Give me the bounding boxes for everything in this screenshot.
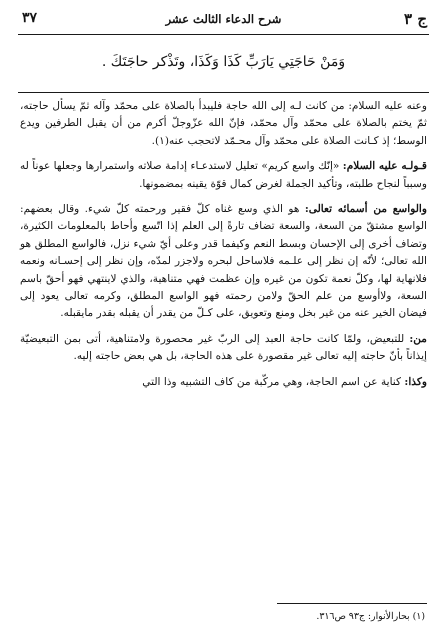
commentary-body [20, 98, 427, 399]
paragraph-lead: وكذا: [404, 375, 427, 388]
paragraph-text: للتبعيض، ولمّا كانت حاجة العبد إلى الربّ غير محصورة ولامتناهية، أتى بمن التبعيضيّة إيذاناً بأنّ حاجته إليه تعالى غير مقصورة على هذه الحاجة، بل هي بعض حاجته إليه. [20, 332, 427, 363]
footnote: (١) بحارالأنوار: ج٩٣ ص٣١٦. [316, 611, 425, 622]
paragraph-lead: من: [409, 332, 427, 345]
paragraph-lead: والواسع من أسمائه تعالى: [304, 203, 427, 216]
paragraph-text: «إنّك واسع كريم» تعليل لاستدعـاء إدامة صلاته واستمرارها وجعلها عوناً له وسبباً لنجاح طلبته، وتأكيد الجملة لغرض كمال قوّة يقينه بمضمونها. [20, 160, 427, 190]
paragraph [20, 201, 427, 323]
prayer-quote: وَمَنْ حَاجَتِي يَارَبِّ كَذَا وَكَذَا، وتَذْكر حاجَتَكَ . [101, 54, 346, 70]
paragraph [20, 374, 427, 391]
page-number: ٣٧ [22, 10, 38, 26]
footnote-divider [277, 603, 427, 604]
paragraph-text: هو الذي وسع غناه كلّ فقير ورحمته كلّ شيء. وقال بعضهم: الواسع مشتقّ من السعة، والسعة تضاف تارةً إلى العلم إذا اتّسع وأحاط بالمعلومات الكثيرة، وتضاف أخرى إلى الإحسان وبسط النعم وكيفما قدر وعلى أيّ شيء نزل، فالواسع المطلق هو الله تعالى؛ لأنّه إن نظر إلى علـمه فلاساحل لبحره ولاجزر لمدّه، وإن نظر إلى إحسـانه ونعمه فلانهاية لها، وكلّ نعمة تكون من غيره وإن عظمت فهي متناهية، والذي لاينتهي فهو أحقّ باسم السعة، ولاأوسع من علم الحقّ ولامن رحمته فهو الواسع المطلق، وكرمه تعالى يعود إلى فيضان الخير عنه من غير بخل ومنع وتعويق، على كـلّ من يقدر أن يقبله بقدر مايقبله. [20, 203, 427, 320]
page-header [18, 8, 429, 35]
section-divider [18, 92, 429, 93]
paragraph-text: كناية عن اسم الحاجة، وهي مركّبة من كاف التشبيه وذا التي [142, 375, 402, 388]
volume-label: ج ٣ [404, 10, 427, 28]
paragraph-text: وعنه عليه السلام: من كانت لـه إلى الله حاجة فليبدأ بالصلاة على محمّد وآله ثمّ يسأل حاجته، ثمّ يختم بالصلاة على محمّد وآل محمّد، فإنّ الله عزّوجلّ أكرم من أن يقبل الطرفين ويدع الوسط؛ إذ كـانت الصلاة على محمّد وآل محـمّد لاتحجب عنه(١). [20, 100, 427, 147]
paragraph [20, 158, 427, 193]
paragraph-lead: قـولـه عليه السلام: [342, 160, 427, 173]
running-title: شرح الدعاء الثالث عشر [165, 12, 282, 26]
paragraph [20, 98, 427, 150]
paragraph [20, 331, 427, 366]
